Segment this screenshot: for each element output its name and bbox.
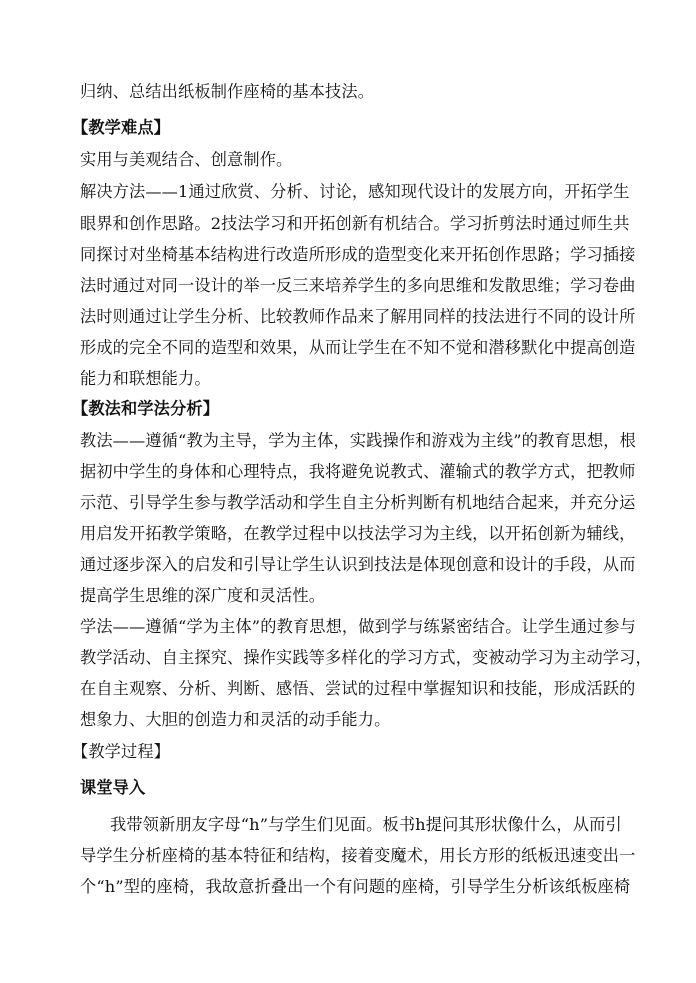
body-line: 实用与美观结合、创意制作。 <box>80 150 293 169</box>
body-line: 同探讨对坐椅基本结构进行改造所形成的造型变化来开拓创作思路；学习插接 <box>80 245 636 264</box>
body-line: 通过逐步深入的启发和引导让学生认识到技法是体现创意和设计的手段，从而 <box>80 555 636 574</box>
body-line: 教法——遵循“教为主导，学为主体，实践操作和游戏为主线”的教育思想，根 <box>80 431 636 450</box>
body-line: 能力和联想能力。 <box>80 369 211 388</box>
section-heading-teaching-difficulty: 【教学难点】 <box>72 118 171 137</box>
body-line: 在自主观察、分析、判断、感悟、尝试的过程中掌握知识和技能，形成活跃的 <box>80 679 636 698</box>
body-line: 形成的完全不同的造型和效果，从而让学生在不知不觉和潜移默化中提高创造 <box>80 338 636 357</box>
body-line: 解决方法——1通过欣赏、分析、讨论，感知现代设计的发展方向，开拓学生 <box>80 182 630 201</box>
body-line: 导学生分析座椅的基本特征和结构，接着变魔术，用长方形的纸板迅速变出一 <box>80 846 636 865</box>
body-line: 据初中学生的身体和心理特点，我将避免说教式、灌输式的教学方式，把教师 <box>80 462 636 481</box>
body-line: 眼界和创作思路。2技法学习和开拓创新有机结合。学习折剪法时通过师生共 <box>80 214 630 233</box>
body-line: 归纳、总结出纸板制作座椅的基本技法。 <box>80 82 375 101</box>
body-line: 我带领新朋友字母“h”与学生们见面。板书h提问其形状像什么，从而引 <box>110 815 622 834</box>
body-line: 想象力、大胆的创造力和灵活的动手能力。 <box>80 710 391 729</box>
body-line: 用启发开拓教学策略，在教学过程中以技法学习为主线，以开拓创新为辅线， <box>80 524 636 543</box>
body-line: 个“h”型的座椅，我故意折叠出一个有问题的座椅，引导学生分析该纸板座椅 <box>80 877 631 896</box>
subheading-class-intro: 课堂导入 <box>80 778 146 797</box>
body-line: 教学活动、自主探究、操作实践等多样化的学习方式，变被动学习为主动学习， <box>80 648 652 667</box>
section-heading-teaching-process: 【教学过程】 <box>72 742 171 761</box>
body-line: 学法——遵循“学为主体”的教育思想，做到学与练紧密结合。让学生通过参与 <box>80 617 636 636</box>
section-heading-method-analysis: 【教法和学法分析】 <box>72 399 220 418</box>
body-line: 提高学生思维的深广度和灵活性。 <box>80 586 326 605</box>
body-line: 法时则通过让学生分析、比较教师作品来了解用同样的技法进行不同的设计所 <box>80 307 636 326</box>
body-line: 法时通过对同一设计的举一反三来培养学生的多向思维和发散思维；学习卷曲 <box>80 276 636 295</box>
body-line: 示范、引导学生参与教学活动和学生自主分析判断有机地结合起来，并充分运 <box>80 493 636 512</box>
